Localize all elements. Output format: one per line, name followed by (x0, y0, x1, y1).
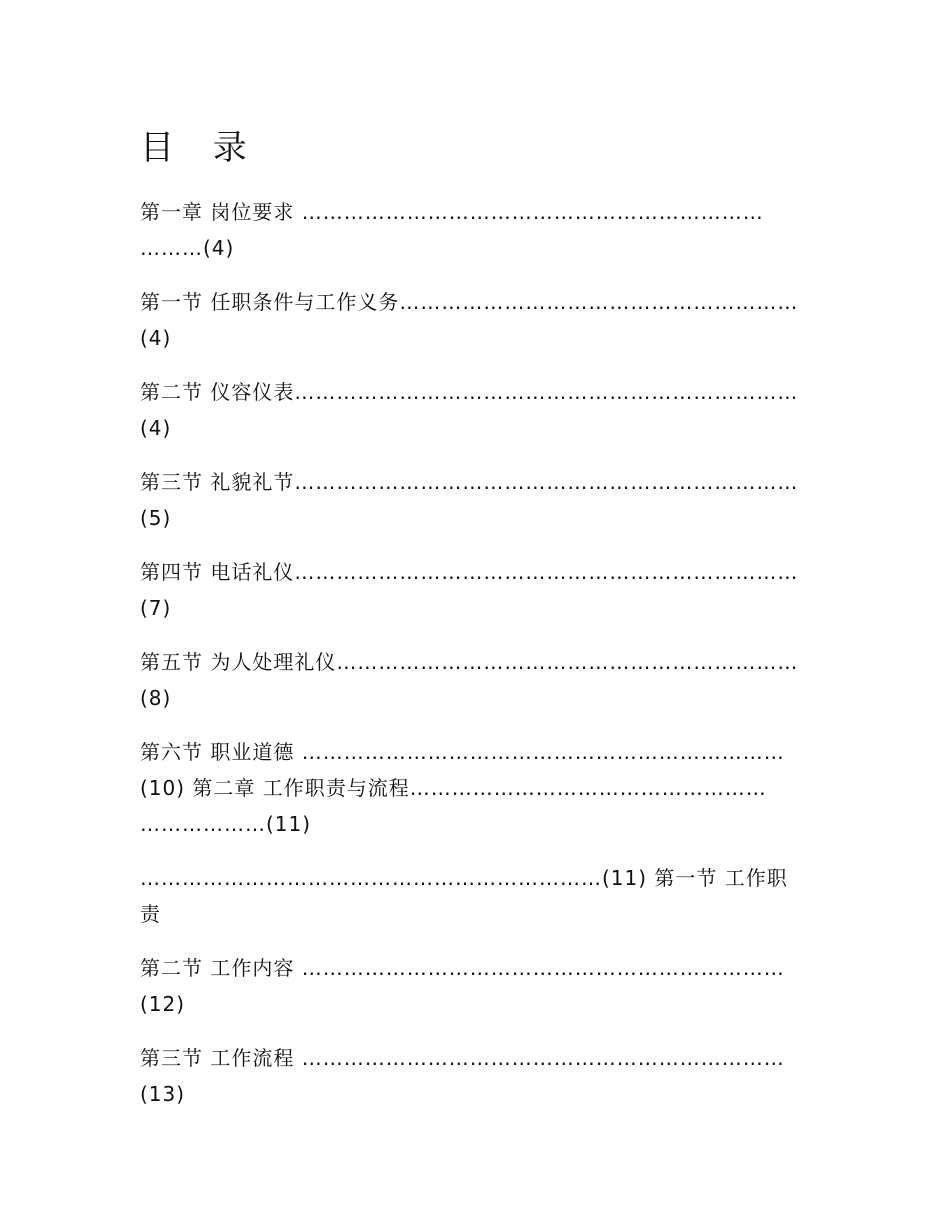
toc-entry-chapter-2-section-3 (140, 1040, 810, 1112)
toc-line: 第二节 工作内容 …………………………………………………………… (140, 956, 785, 980)
toc-line: (12) (140, 992, 186, 1016)
toc-line: 第六节 职业道德 …………………………………………………………… (140, 740, 785, 764)
toc-line: 第三节 礼貌礼节……………………………………………………………… (140, 470, 799, 494)
toc-line: (8) (140, 686, 172, 710)
toc-entry-chapter-2-section-2 (140, 950, 810, 1022)
toc-line: (4) (140, 326, 172, 350)
toc-line: 第一章 岗位要求 ………………………………………………………… (140, 200, 764, 224)
toc-line: ………(4) (140, 236, 235, 260)
toc-line: (7) (140, 596, 172, 620)
toc-line: 第三节 工作流程 …………………………………………………………… (140, 1046, 785, 1070)
toc-line: (4) (140, 416, 172, 440)
toc-line: …………………………………………………………(11) 第一节 工作职 (140, 866, 788, 890)
toc-line: 第五节 为人处理礼仪………………………………………………………… (140, 650, 799, 674)
toc-entry-chapter-2-section-1 (140, 860, 810, 932)
toc-title: 目 录 (140, 128, 261, 168)
toc-entry-section-1 (140, 284, 810, 356)
toc-entry-section-6-and-chapter-2 (140, 734, 810, 842)
toc-line: (5) (140, 506, 172, 530)
toc-line: ………………(11) (140, 812, 312, 836)
toc-line: (10) 第二章 工作职责与流程…………………………………………… (140, 776, 767, 800)
toc-line: 第一节 任职条件与工作义务………………………………………………… (140, 290, 799, 314)
toc-line: (13) (140, 1082, 186, 1106)
toc-entry-section-4 (140, 554, 810, 626)
toc-line: 第四节 电话礼仪……………………………………………………………… (140, 560, 799, 584)
toc-line: 第二节 仪容仪表……………………………………………………………… (140, 380, 799, 404)
table-of-contents (140, 194, 810, 1130)
toc-entry-section-2 (140, 374, 810, 446)
toc-line: 责 (140, 902, 161, 926)
toc-entry-section-5 (140, 644, 810, 716)
toc-entry-section-3 (140, 464, 810, 536)
toc-entry-chapter-1 (140, 194, 810, 266)
